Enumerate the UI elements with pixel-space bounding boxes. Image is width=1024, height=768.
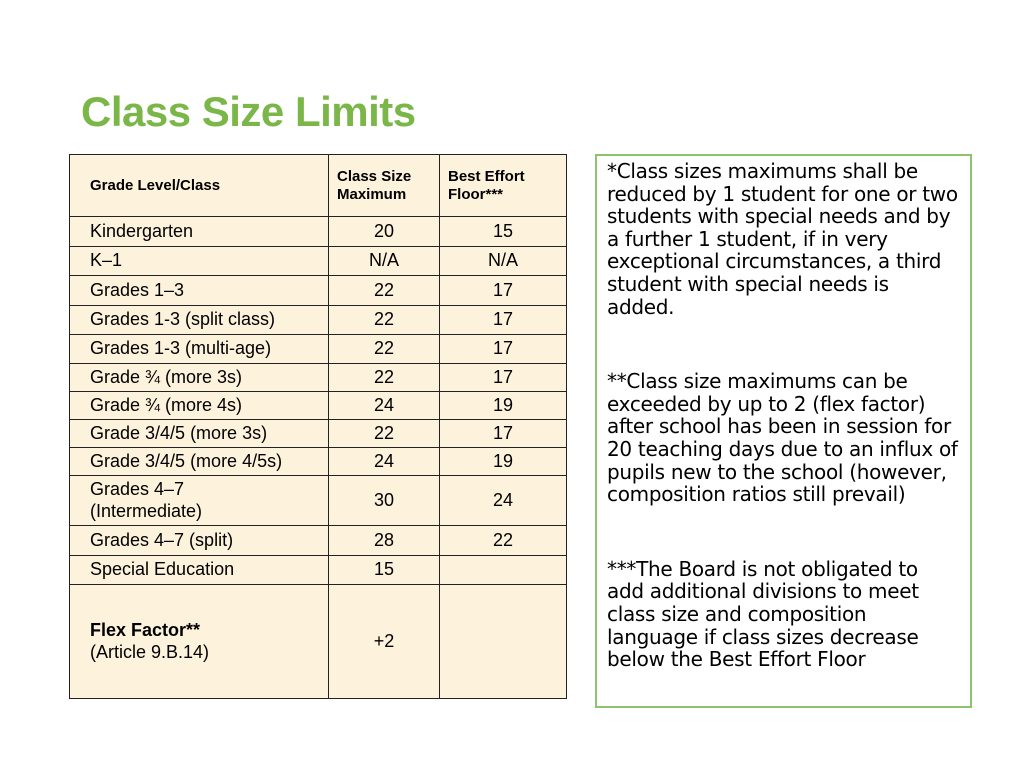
row-grade: Grade 3/4/5 (more 4/5s) (70, 448, 329, 476)
header-best-effort-floor (440, 155, 567, 217)
row-max: 22 (329, 306, 440, 335)
row-max: 22 (329, 364, 440, 392)
notes-box (595, 154, 972, 708)
table-row (70, 448, 567, 476)
row-grade: Grades 1-3 (multi-age) (70, 335, 329, 364)
table-row (70, 556, 567, 585)
table-row (70, 420, 567, 448)
row-floor: 17 (440, 420, 567, 448)
row-grade: Grade 3/4/5 (more 3s) (70, 420, 329, 448)
table-header-row (70, 155, 567, 217)
table-row (70, 276, 567, 306)
row-grade (70, 585, 329, 699)
table-row (70, 392, 567, 420)
row-grade: Grade ¾ (more 4s) (70, 392, 329, 420)
row-grade: K–1 (70, 247, 329, 276)
row-max: 22 (329, 335, 440, 364)
row-grade: Grades 1–3 (70, 276, 329, 306)
row-grade: Special Education (70, 556, 329, 585)
row-max: 24 (329, 392, 440, 420)
row-floor: 17 (440, 335, 567, 364)
row-grade (70, 476, 329, 526)
row-max: N/A (329, 247, 440, 276)
row-floor: 17 (440, 276, 567, 306)
row-floor: 24 (440, 476, 567, 526)
row-grade-line2: (Intermediate) (90, 500, 203, 521)
table-row (70, 306, 567, 335)
row-max: 15 (329, 556, 440, 585)
header-floor-line1: Best Effort (448, 167, 525, 185)
row-grade: Kindergarten (70, 217, 329, 247)
row-floor: 17 (440, 364, 567, 392)
table-row (70, 247, 567, 276)
row-floor: N/A (440, 247, 567, 276)
row-grade-line2: (Article 9.B.14) (90, 641, 210, 662)
header-max-line1: Class Size (337, 167, 412, 185)
class-size-table (69, 154, 567, 699)
table-row (70, 526, 567, 556)
row-grade: Grades 1-3 (split class) (70, 306, 329, 335)
header-grade: Grade Level/Class (70, 155, 329, 217)
page-title: Class Size Limits (81, 88, 416, 135)
note-class-size-reduction: *Class sizes maximums shall be reduced by 1 student for one or two students with special needs and by a further 1 student, if in very exceptional circumstances, a third student with special needs is added. (607, 159, 958, 319)
table-row (70, 217, 567, 247)
table-row-flex-factor (70, 585, 567, 699)
table-row (70, 476, 567, 526)
row-grade: Grades 4–7 (split) (70, 526, 329, 556)
row-floor: 17 (440, 306, 567, 335)
header-max-line2: Maximum (337, 185, 407, 203)
row-floor: 15 (440, 217, 567, 247)
note-flex-factor: **Class size maximums can be exceeded by up to 2 (flex factor) after school has been in session for 20 teaching days due to an influx of pupils new to the school (however, composition ratios still prevail) (607, 369, 958, 507)
row-max: 22 (329, 420, 440, 448)
row-grade-line1: Grades 4–7 (90, 478, 185, 499)
row-max: 20 (329, 217, 440, 247)
row-floor (440, 556, 567, 585)
header-class-size-max (329, 155, 440, 217)
row-floor (440, 585, 567, 699)
row-max: 28 (329, 526, 440, 556)
row-max: 30 (329, 476, 440, 526)
row-floor: 19 (440, 448, 567, 476)
header-floor-line2: Floor*** (448, 185, 504, 203)
row-max: 24 (329, 448, 440, 476)
table-row (70, 335, 567, 364)
note-best-effort-floor: ***The Board is not obligated to add additional divisions to meet class size and composition language if class sizes decrease below the Best Effort Floor (607, 556, 919, 672)
row-max: 22 (329, 276, 440, 306)
row-grade-line1: Flex Factor** (90, 619, 201, 640)
row-floor: 22 (440, 526, 567, 556)
row-floor: 19 (440, 392, 567, 420)
row-grade: Grade ¾ (more 3s) (70, 364, 329, 392)
row-max: +2 (329, 585, 440, 699)
table-row (70, 364, 567, 392)
